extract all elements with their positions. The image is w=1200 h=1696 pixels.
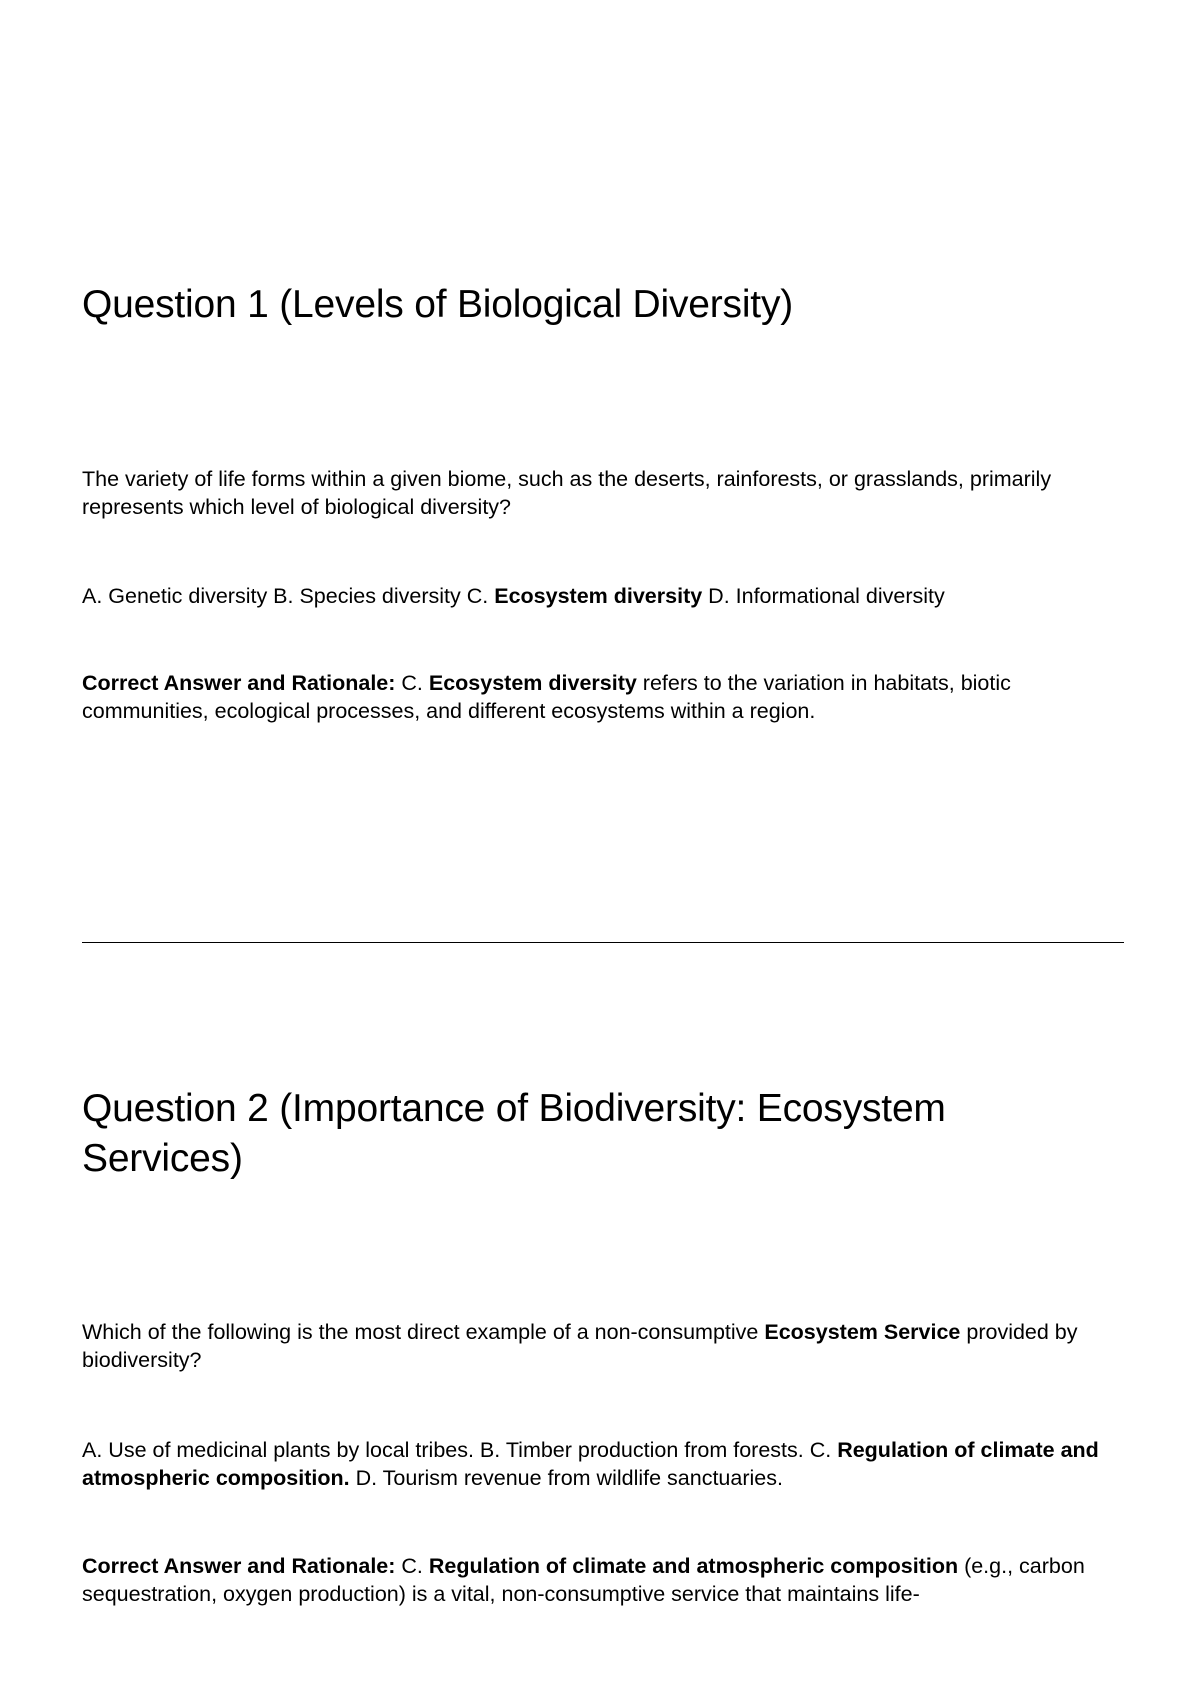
question-2-stem-bold: Ecosystem Service (764, 1320, 961, 1344)
answer-prefix: C. (395, 671, 429, 695)
question-1-title: Question 1 (Levels of Biological Diversity) (82, 283, 794, 326)
answer-term: Ecosystem diversity (428, 671, 637, 695)
answer-rationale: (e.g., carbon sequestration, oxygen production) is a vital, non-consumptive service that maintains life- (82, 1554, 1085, 1606)
answer-label: Correct Answer and Rationale: (82, 1554, 396, 1578)
answer-prefix: C. (395, 1554, 429, 1578)
question-2-title: Question 2 (Importance of Biodiversity: Ecosystem Services) (82, 1087, 946, 1180)
question-2-stem-post: provided by biodiversity? (82, 1320, 1078, 1372)
question-1-correct-option: Ecosystem diversity (494, 584, 703, 608)
question-1-options (82, 582, 1132, 610)
question-2-answer (82, 1552, 1132, 1608)
question-1-options-text: A. Genetic diversity B. Species diversity C. (82, 584, 495, 608)
answer-rationale: refers to the variation in habitats, biotic communities, ecological processes, and different ecosystems within a region. (82, 671, 1011, 723)
answer-term: Regulation of climate and atmospheric composition (428, 1554, 959, 1578)
section-divider (82, 942, 1124, 943)
answer-label: Correct Answer and Rationale: (82, 671, 396, 695)
question-1-stem: The variety of life forms within a given biome, such as the deserts, rainforests, or grasslands, primarily represents which level of biological diversity? (82, 467, 1052, 519)
question-2-correct-option: Regulation of climate and atmospheric composition. (82, 1438, 1099, 1490)
question-2-options (82, 1436, 1132, 1492)
question-1-answer (82, 669, 1132, 725)
question-2-stem (82, 1318, 1132, 1374)
question-2-options-rest: D. Tourism revenue from wildlife sanctuaries. (349, 1466, 783, 1490)
question-2-stem-pre: Which of the following is the most direct example of a non-consumptive (82, 1320, 765, 1344)
question-1-options-rest: D. Informational diversity (702, 584, 945, 608)
question-2-options-text: A. Use of medicinal plants by local tribes. B. Timber production from forests. C. (82, 1438, 838, 1462)
